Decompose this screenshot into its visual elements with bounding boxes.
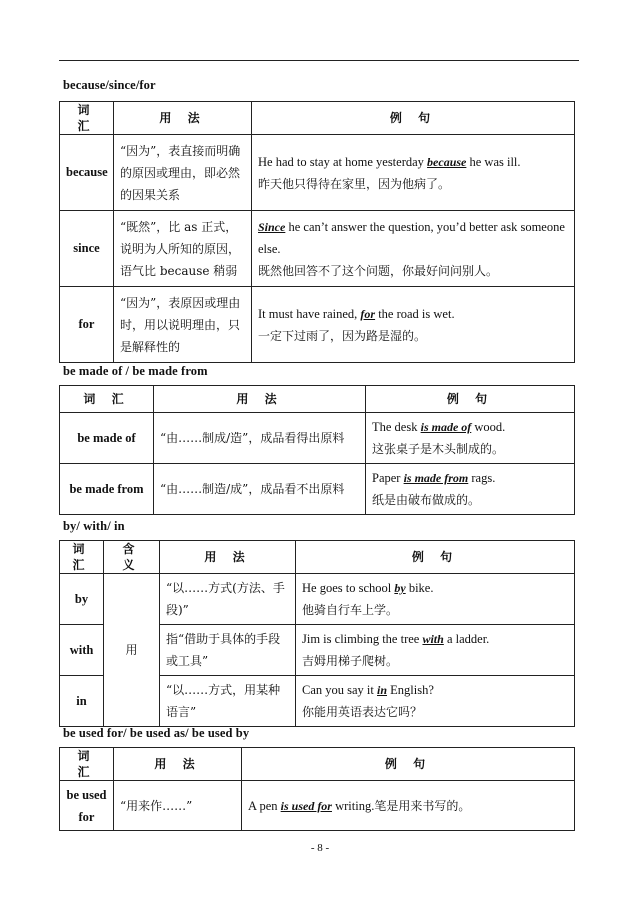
- word-cell: be used for: [60, 781, 114, 831]
- example-en-pre: Jim is climbing the tree: [302, 632, 423, 647]
- table-row: [60, 211, 575, 287]
- header-word: 词 汇: [60, 748, 114, 781]
- example-keyword: is made of: [420, 420, 472, 434]
- header-usage: 用 法: [114, 748, 242, 781]
- header-example: 例 句: [296, 541, 575, 574]
- example-en-pre: He goes to school: [302, 581, 395, 596]
- usage-cell: “由……制造/成”，成品看不出原料: [154, 464, 366, 515]
- table-header-row: [60, 102, 575, 135]
- usage-cell: 指“借助于具体的手段或工具”: [160, 625, 296, 676]
- example-en-pre: He had to stay at home yesterday: [258, 154, 428, 169]
- word-cell: in: [60, 676, 104, 727]
- table-be-made-of-from: [59, 385, 575, 515]
- header-meaning: 含 义: [104, 541, 160, 574]
- header-usage: 用 法: [160, 541, 296, 574]
- example-en-pre: Can you say it: [302, 683, 377, 698]
- example-keyword: Since: [258, 219, 286, 234]
- example-cell: [252, 287, 575, 363]
- example-keyword: is used for: [280, 798, 332, 813]
- header-usage: 用 法: [154, 386, 366, 413]
- example-cell: [252, 135, 575, 211]
- example-en-post: the road is wet.: [375, 306, 455, 321]
- example-keyword: with: [422, 632, 444, 647]
- word-cell: with: [60, 625, 104, 676]
- example-cn: 既然他回答不了这个问题，你最好问问别人。: [258, 263, 499, 278]
- table-by-with-in: [59, 540, 575, 727]
- word-cell: be made from: [60, 464, 154, 515]
- header-example: 例 句: [366, 386, 575, 413]
- header-example: 例 句: [252, 102, 575, 135]
- table-row: [60, 135, 575, 211]
- header-word: 词 汇: [60, 102, 114, 135]
- header-usage: 用 法: [114, 102, 252, 135]
- example-en-post: he was ill.: [466, 154, 521, 169]
- example-en-post: a ladder.: [443, 632, 490, 647]
- example-cn: 他骑自行车上学。: [302, 603, 399, 618]
- page-number: - 8 -: [310, 842, 330, 854]
- example-cell: [366, 413, 575, 464]
- section-title-by-with-in: by/ with/ in: [63, 519, 125, 533]
- example-en-pre: A pen: [248, 798, 281, 813]
- meaning-cell: 用: [104, 574, 160, 727]
- example-cell: [242, 781, 575, 831]
- table-header-row: [60, 541, 575, 574]
- example-en-pre: It must have rained,: [258, 306, 361, 321]
- example-cn: 笔是用来书写的。: [374, 798, 471, 813]
- word-cell: be made of: [60, 413, 154, 464]
- table-header-row: [60, 748, 575, 781]
- example-keyword: for: [360, 306, 376, 321]
- table-because-since-for: [59, 101, 575, 363]
- example-cell: [296, 625, 575, 676]
- example-keyword: because: [427, 154, 467, 169]
- usage-cell: “因为”，表直接而明确的原因或理由，即必然的因果关系: [114, 135, 252, 211]
- word-cell: because: [60, 135, 114, 211]
- table-be-used: [59, 747, 575, 831]
- example-keyword: by: [394, 581, 406, 596]
- usage-cell: “既然”，比 as 正式，说明为人所知的原因，语气比 because 稍弱: [114, 211, 252, 287]
- section-title-because-since-for: because/since/for: [63, 78, 156, 92]
- header-rule: [59, 60, 579, 61]
- usage-cell: “以……方式，用某种语言”: [160, 676, 296, 727]
- example-en-post: bike.: [405, 581, 434, 596]
- example-cn: 昨天他只得待在家里，因为他病了。: [258, 176, 451, 191]
- example-keyword: in: [377, 683, 388, 698]
- table-row: [60, 413, 575, 464]
- example-keyword: is made from: [403, 471, 469, 485]
- section-title-be-made-of-from: be made of / be made from: [63, 364, 208, 378]
- header-word: 词 汇: [60, 386, 154, 413]
- usage-cell: “以……方式(方法、手段)”: [160, 574, 296, 625]
- example-en-pre: Paper: [372, 471, 404, 485]
- example-cn: 一定下过雨了，因为路是湿的。: [258, 328, 427, 343]
- table-row: [60, 574, 575, 625]
- example-cn: 纸是由破布做成的。: [372, 493, 481, 507]
- section-title-be-used: be used for/ be used as/ be used by: [63, 726, 250, 740]
- example-en-post: wood.: [471, 420, 506, 434]
- table-row: [60, 287, 575, 363]
- usage-cell: “因为”，表原因或理由时，用以说明理由，只是解释性的: [114, 287, 252, 363]
- example-cn: 吉姆用梯子爬树。: [302, 654, 399, 669]
- header-word: 词 汇: [60, 541, 104, 574]
- header-example: 例 句: [242, 748, 575, 781]
- word-cell: by: [60, 574, 104, 625]
- example-en-pre: The desk: [372, 420, 421, 434]
- word-cell: since: [60, 211, 114, 287]
- example-en-post: rags.: [468, 471, 496, 485]
- usage-cell: “用来作……”: [114, 781, 242, 831]
- example-en-post: he can’t answer the question, you’d better ask someone else.: [258, 219, 565, 256]
- example-cell: [366, 464, 575, 515]
- usage-cell: “由……制成/造”，成品看得出原料: [154, 413, 366, 464]
- example-en-post: writing.: [331, 798, 375, 813]
- example-cell: [252, 211, 575, 287]
- example-en-post: English?: [387, 683, 434, 698]
- table-header-row: [60, 386, 575, 413]
- example-cn: 这张桌子是木头制成的。: [372, 442, 505, 456]
- example-cn: 你能用英语表达它吗？: [302, 705, 423, 720]
- table-row: [60, 781, 575, 831]
- example-cell: [296, 574, 575, 625]
- table-row: [60, 464, 575, 515]
- example-cell: [296, 676, 575, 727]
- word-cell: for: [60, 287, 114, 363]
